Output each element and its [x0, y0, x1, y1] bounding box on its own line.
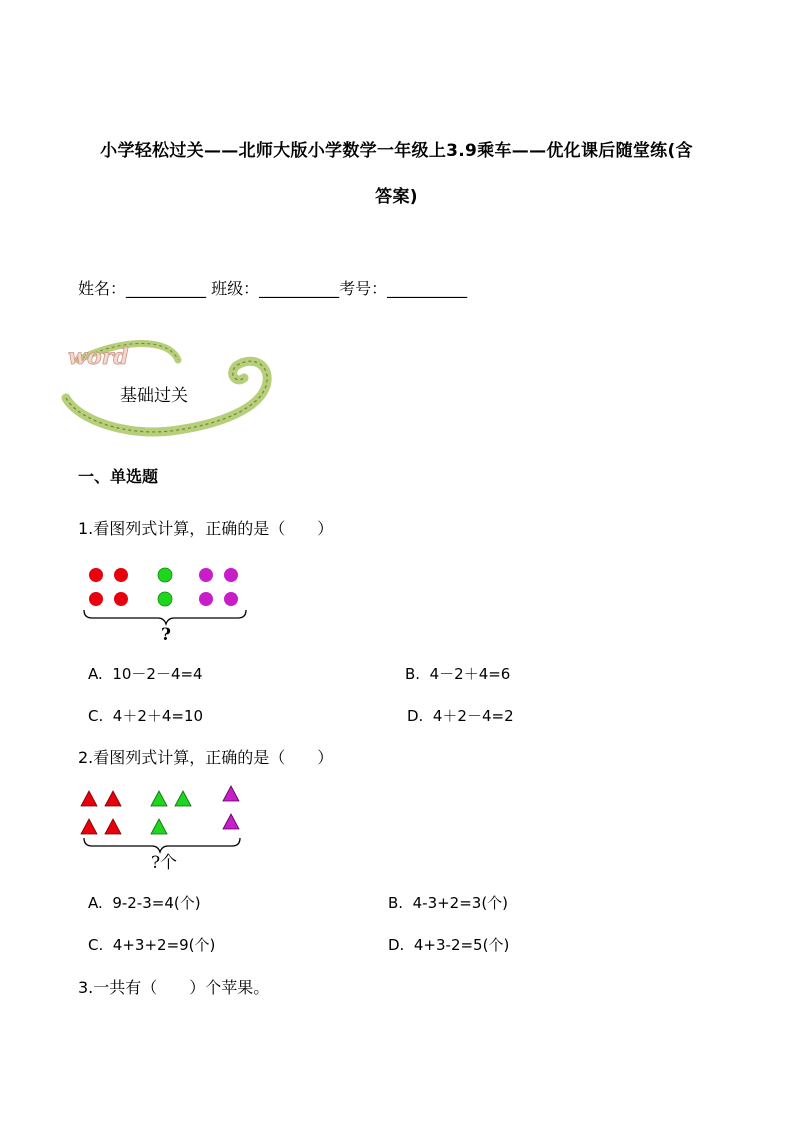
- option-letter: A.: [88, 894, 103, 912]
- brace: [84, 838, 240, 852]
- brace-label: ?个: [150, 853, 178, 873]
- option-letter: C.: [88, 707, 104, 725]
- option-letter: D.: [388, 936, 405, 954]
- id-blank[interactable]: __________: [387, 279, 468, 298]
- student-info-line: [78, 276, 467, 299]
- purple-triangles-group: [223, 786, 239, 829]
- purple-dot: [224, 568, 238, 582]
- class-label: 班级：: [211, 279, 260, 298]
- option-letter: A.: [88, 665, 103, 683]
- q2-option-d[interactable]: [388, 934, 509, 955]
- q1-option-b[interactable]: [405, 663, 510, 684]
- q2-option-c[interactable]: [88, 934, 215, 955]
- red-dot: [89, 568, 103, 582]
- banner-word-text: word: [68, 344, 129, 370]
- question-2-stem: 2.看图列式计算，正确的是（ ）: [78, 748, 334, 767]
- option-letter: C.: [88, 936, 104, 954]
- green-triangles-group: [151, 791, 191, 834]
- q1-option-c[interactable]: [88, 705, 203, 726]
- red-triangle: [81, 791, 97, 806]
- red-dots-group: [89, 568, 128, 606]
- question-1-stem: 1.看图列式计算，正确的是（ ）: [78, 519, 334, 538]
- question-1-figure: [80, 558, 252, 648]
- class-blank[interactable]: __________: [259, 279, 340, 298]
- green-dot: [158, 592, 172, 606]
- q1-option-d[interactable]: [407, 705, 514, 726]
- purple-dot: [199, 592, 213, 606]
- question-2-figure: [78, 782, 250, 876]
- banner-label: 基础过关: [120, 386, 188, 406]
- option-text: 4+3+2=9(个): [112, 936, 216, 954]
- option-text: 4－2＋4=6: [429, 665, 511, 683]
- purple-dot: [224, 592, 238, 606]
- purple-triangle: [223, 786, 239, 801]
- q2-option-b[interactable]: [388, 892, 508, 913]
- option-text: 9-2-3=4(个): [112, 894, 201, 912]
- q1-option-a[interactable]: [88, 663, 203, 684]
- option-text: 4+3-2=5(个): [413, 936, 510, 954]
- name-label: 姓名：: [78, 279, 127, 298]
- title-line-1: 小学轻松过关——北师大版小学数学一年级上3.9乘车——优化课后随堂练(含: [100, 141, 693, 161]
- id-label: 考号：: [339, 279, 388, 298]
- red-triangle: [81, 819, 97, 834]
- red-triangle: [105, 791, 121, 806]
- option-text: 4-3+2=3(个): [412, 894, 509, 912]
- option-text: 10－2－4=4: [112, 665, 203, 683]
- red-triangles-group: [81, 791, 121, 834]
- purple-dot: [199, 568, 213, 582]
- green-triangle: [151, 819, 167, 834]
- name-blank[interactable]: __________: [126, 279, 207, 298]
- option-letter: D.: [407, 707, 424, 725]
- brace-label: ?: [161, 625, 171, 645]
- purple-dots-group: [199, 568, 238, 606]
- red-dot: [89, 592, 103, 606]
- option-letter: B.: [405, 665, 421, 683]
- green-triangle: [175, 791, 191, 806]
- green-triangle: [151, 791, 167, 806]
- red-dot: [114, 592, 128, 606]
- brace: [84, 610, 246, 624]
- red-triangle: [105, 819, 121, 834]
- option-letter: B.: [388, 894, 404, 912]
- document-title: [60, 128, 733, 220]
- purple-triangle: [223, 814, 239, 829]
- option-text: 4＋2－4=2: [432, 707, 514, 725]
- option-text: 4＋2＋4=10: [112, 707, 204, 725]
- red-dot: [114, 568, 128, 582]
- title-line-2: 答案): [375, 187, 418, 207]
- section-title: 一、单选题: [78, 467, 159, 486]
- green-dots-group: [158, 568, 172, 606]
- q2-option-a[interactable]: [88, 892, 201, 913]
- green-dot: [158, 568, 172, 582]
- question-3-stem: 3.一共有（ ）个苹果。: [78, 978, 270, 997]
